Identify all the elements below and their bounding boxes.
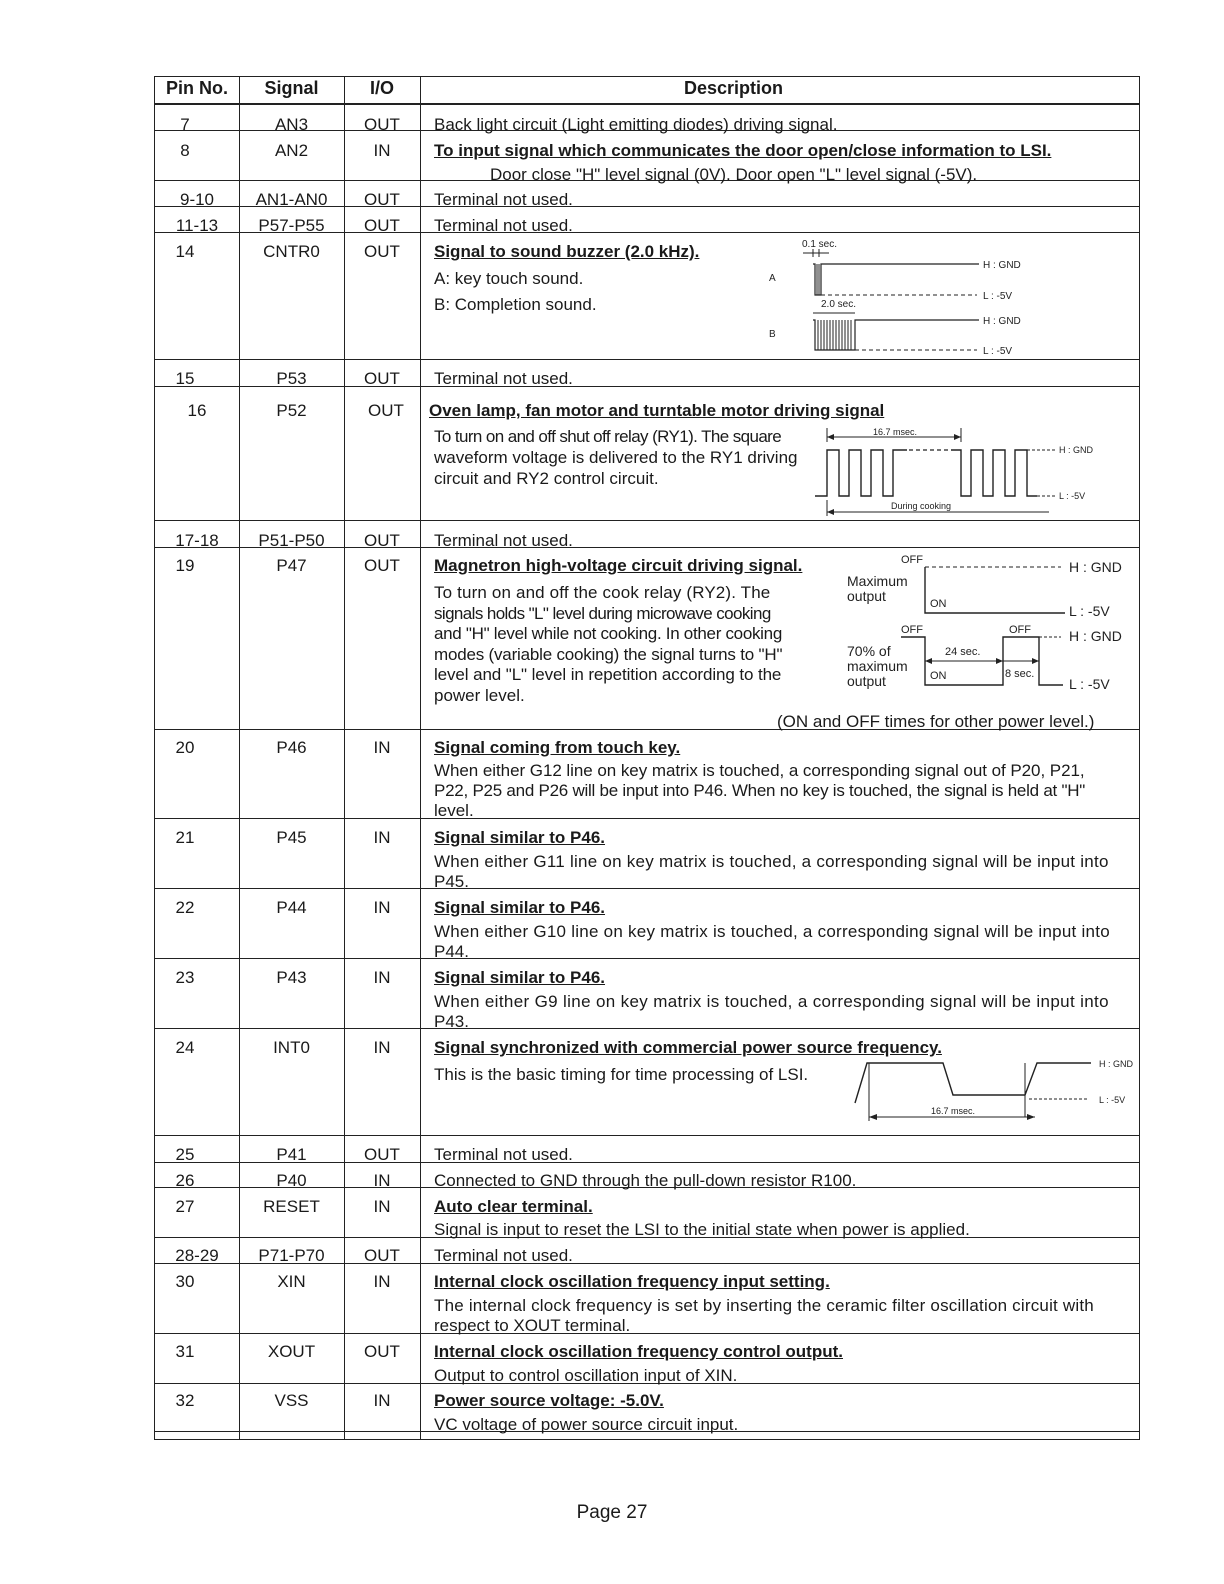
description-text: Terminal not used. bbox=[434, 190, 573, 209]
signal-cell: XIN bbox=[277, 1272, 306, 1291]
description-title: Signal to sound buzzer (2.0 kHz). bbox=[434, 242, 700, 261]
row-divider bbox=[155, 1135, 1139, 1136]
low-level-label: L : -5V bbox=[1069, 603, 1110, 619]
low-level-label: L : -5V bbox=[983, 291, 1013, 302]
pin-cell: 21 bbox=[175, 828, 195, 847]
pin-description-table bbox=[154, 76, 1140, 1440]
period-label: 16.7 msec. bbox=[931, 1106, 976, 1116]
off-label: OFF bbox=[1009, 624, 1031, 636]
description-text: modes (variable cooking) the signal turns to "H" bbox=[434, 645, 783, 664]
pin-cell: 7 bbox=[180, 115, 190, 134]
timing-label: 0.1 sec. bbox=[802, 239, 838, 250]
description-text: A: key touch sound. bbox=[434, 269, 584, 288]
io-cell: OUT bbox=[364, 115, 400, 134]
io-cell: IN bbox=[373, 968, 391, 987]
signal-cell: RESET bbox=[263, 1197, 320, 1216]
signal-cell: P41 bbox=[276, 1145, 307, 1164]
io-cell: IN bbox=[373, 1197, 391, 1216]
description-text: When either G11 line on key matrix is touched, a corresponding signal will be input into bbox=[434, 852, 1109, 871]
column-divider bbox=[420, 77, 421, 1439]
description-title: Internal clock oscillation frequency control output. bbox=[434, 1342, 843, 1361]
io-cell: OUT bbox=[364, 216, 400, 235]
description-text: level. bbox=[434, 801, 474, 820]
pin-cell: 23 bbox=[175, 968, 195, 987]
signal-cell: P43 bbox=[276, 968, 307, 987]
header-divider bbox=[155, 103, 1139, 105]
description-text: Terminal not used. bbox=[434, 1145, 573, 1164]
description-text: To turn on and off the cook relay (RY2). The bbox=[434, 583, 771, 602]
description-text: waveform voltage is delivered to the RY1 driving bbox=[434, 448, 798, 467]
signal-cell: CNTR0 bbox=[263, 242, 320, 261]
row-divider bbox=[155, 1333, 1139, 1334]
high-level-label: H : GND bbox=[983, 316, 1021, 327]
description-text: Back light circuit (Light emitting diodes) driving signal. bbox=[434, 115, 838, 134]
buzzer-waveform-diagram bbox=[755, 235, 1025, 359]
page-number: Page 27 bbox=[576, 1502, 648, 1523]
io-cell: IN bbox=[373, 141, 391, 160]
seventy-percent-label: 70% of bbox=[847, 643, 891, 659]
description-text: This is the basic timing for time processing of LSI. bbox=[434, 1065, 809, 1084]
io-cell: OUT bbox=[364, 1246, 400, 1265]
signal-cell: AN3 bbox=[274, 115, 309, 134]
description-text: P43. bbox=[434, 1012, 469, 1031]
io-cell: OUT bbox=[364, 190, 400, 209]
waveform-b-label: B bbox=[769, 329, 776, 340]
io-cell: IN bbox=[373, 738, 391, 757]
seventy-percent-label: output bbox=[847, 673, 886, 689]
io-cell: OUT bbox=[364, 1342, 400, 1361]
description-text: B: Completion sound. bbox=[434, 295, 597, 314]
description-title: Signal similar to P46. bbox=[434, 828, 606, 847]
description-text: Terminal not used. bbox=[434, 216, 573, 235]
signal-cell: AN2 bbox=[274, 141, 309, 160]
description-text: Connected to GND through the pull-down resistor R100. bbox=[434, 1171, 857, 1190]
header-description: Description bbox=[683, 78, 784, 98]
signal-cell: P71-P70 bbox=[258, 1246, 325, 1265]
io-cell: OUT bbox=[364, 242, 400, 261]
high-level-label: H : GND bbox=[1099, 1059, 1134, 1069]
io-cell: IN bbox=[373, 1171, 391, 1190]
description-text: level and "L" level in repetition according to the bbox=[434, 665, 782, 684]
waveform-a-label: A bbox=[769, 273, 776, 284]
seventy-percent-label: maximum bbox=[847, 658, 908, 674]
pin-cell: 20 bbox=[175, 738, 195, 757]
description-title: Signal similar to P46. bbox=[434, 898, 606, 917]
timing-label: 8 sec. bbox=[1005, 668, 1035, 680]
signal-cell: AN1-AN0 bbox=[255, 190, 328, 209]
during-cooking-label: During cooking bbox=[891, 501, 952, 511]
description-title: Magnetron high-voltage circuit driving signal. bbox=[434, 556, 803, 575]
low-level-label: L : -5V bbox=[1069, 676, 1110, 692]
io-cell: IN bbox=[373, 1272, 391, 1291]
timing-label: 24 sec. bbox=[945, 646, 981, 658]
row-divider bbox=[155, 888, 1139, 889]
pin-cell: 31 bbox=[175, 1342, 195, 1361]
pin-cell: 22 bbox=[175, 898, 195, 917]
description-text: The internal clock frequency is set by inserting the ceramic filter oscillation circuit with bbox=[434, 1296, 1094, 1315]
signal-cell: P51-P50 bbox=[258, 531, 325, 550]
description-text: respect to XOUT terminal. bbox=[434, 1316, 631, 1335]
signal-cell: P40 bbox=[276, 1171, 307, 1190]
row-divider bbox=[155, 359, 1139, 360]
column-divider bbox=[239, 77, 240, 1439]
pin-cell: 19 bbox=[175, 556, 195, 575]
relay-waveform-diagram bbox=[811, 422, 1111, 518]
description-text: Terminal not used. bbox=[434, 531, 573, 550]
maximum-output-label: Maximum bbox=[847, 573, 908, 589]
pin-cell: 26 bbox=[175, 1171, 195, 1190]
pin-cell: 24 bbox=[175, 1038, 195, 1057]
description-text: When either G9 line on key matrix is touched, a corresponding signal will be input into bbox=[434, 992, 1109, 1011]
io-cell: IN bbox=[373, 898, 391, 917]
pin-cell: 15 bbox=[175, 369, 195, 388]
row-divider bbox=[155, 958, 1139, 959]
description-text: Terminal not used. bbox=[434, 1246, 573, 1265]
magnetron-waveform-diagram bbox=[841, 553, 1137, 693]
io-cell: OUT bbox=[364, 531, 400, 550]
on-label: ON bbox=[930, 598, 947, 610]
io-cell: OUT bbox=[364, 556, 400, 575]
signal-cell: P52 bbox=[276, 401, 307, 420]
on-label: ON bbox=[930, 670, 947, 682]
pin-cell: 25 bbox=[175, 1145, 195, 1164]
signal-cell: P47 bbox=[276, 556, 307, 575]
high-level-label: H : GND bbox=[983, 260, 1021, 271]
pin-cell: 8 bbox=[180, 141, 190, 160]
pin-cell: 9-10 bbox=[179, 190, 215, 209]
high-level-label: H : GND bbox=[1069, 559, 1122, 575]
signal-cell: P57-P55 bbox=[258, 216, 325, 235]
high-level-label: H : GND bbox=[1059, 445, 1094, 455]
io-cell: OUT bbox=[364, 1145, 400, 1164]
off-label: OFF bbox=[901, 624, 923, 636]
signal-cell: P46 bbox=[276, 738, 307, 757]
signal-cell: P45 bbox=[276, 828, 307, 847]
description-text: P44. bbox=[434, 942, 469, 961]
row-divider bbox=[155, 520, 1139, 521]
row-divider bbox=[155, 818, 1139, 819]
description-text: Output to control oscillation input of XIN. bbox=[434, 1366, 738, 1385]
description-title: Auto clear terminal. bbox=[434, 1197, 593, 1216]
timing-label: 2.0 sec. bbox=[821, 299, 857, 310]
description-text: P22, P25 and P26 will be input into P46. When no key is touched, the signal is held at "H" bbox=[434, 781, 1086, 800]
description-text: Signal is input to reset the LSI to the initial state when power is applied. bbox=[434, 1220, 970, 1239]
signal-cell: P53 bbox=[276, 369, 307, 388]
description-text: circuit and RY2 control circuit. bbox=[434, 469, 659, 488]
io-cell: IN bbox=[373, 828, 391, 847]
description-title: Internal clock oscillation frequency input setting. bbox=[434, 1272, 830, 1291]
io-cell: IN bbox=[373, 1038, 391, 1057]
description-text: signals holds "L" level during microwave cooking bbox=[434, 604, 771, 623]
high-level-label: H : GND bbox=[1069, 628, 1122, 644]
low-level-label: L : -5V bbox=[1059, 491, 1086, 501]
io-cell: OUT bbox=[364, 369, 400, 388]
description-text: power level. bbox=[434, 686, 525, 705]
row-divider bbox=[155, 1028, 1139, 1029]
period-label: 16.7 msec. bbox=[873, 427, 918, 437]
low-level-label: L : -5V bbox=[1099, 1095, 1126, 1105]
description-text: Door close "H" level signal (0V). Door open "L" level signal (-5V). bbox=[490, 165, 978, 184]
header-io: I/O bbox=[369, 78, 394, 98]
pin-cell: 11-13 bbox=[175, 216, 219, 235]
header-pin: Pin No. bbox=[166, 78, 228, 98]
pin-cell: 32 bbox=[175, 1391, 195, 1410]
sync-waveform-diagram bbox=[849, 1057, 1145, 1129]
signal-cell: P44 bbox=[276, 898, 307, 917]
description-title: To input signal which communicates the door open/close information to LSI. bbox=[434, 141, 1052, 160]
description-text: When either G12 line on key matrix is touched, a corresponding signal out of P20, P21, bbox=[434, 761, 1085, 780]
low-level-label: L : -5V bbox=[983, 346, 1013, 357]
header-signal: Signal bbox=[264, 78, 319, 98]
pin-cell: 17-18 bbox=[175, 531, 219, 550]
signal-cell: INT0 bbox=[273, 1038, 310, 1057]
pin-cell: 28-29 bbox=[175, 1246, 219, 1265]
description-title: Power source voltage: -5.0V. bbox=[434, 1391, 664, 1410]
signal-cell: XOUT bbox=[267, 1342, 316, 1361]
column-divider bbox=[344, 77, 345, 1439]
signal-cell: VSS bbox=[274, 1391, 309, 1410]
description-text: VC voltage of power source circuit input. bbox=[434, 1415, 739, 1434]
description-title: Signal similar to P46. bbox=[434, 968, 606, 987]
pin-cell: 16 bbox=[187, 401, 207, 420]
description-text: To turn on and off shut off relay (RY1). The square bbox=[434, 427, 782, 446]
io-cell: OUT bbox=[368, 401, 404, 420]
power-level-note: (ON and OFF times for other power level.) bbox=[777, 712, 1095, 731]
description-text: Terminal not used. bbox=[434, 369, 573, 388]
pin-cell: 27 bbox=[175, 1197, 195, 1216]
pin-cell: 30 bbox=[175, 1272, 195, 1291]
off-label: OFF bbox=[901, 554, 923, 566]
maximum-output-label: output bbox=[847, 588, 886, 604]
io-cell: IN bbox=[373, 1391, 391, 1410]
description-title: Signal coming from touch key. bbox=[434, 738, 681, 757]
description-title: Signal synchronized with commercial power source frequency. bbox=[434, 1038, 942, 1057]
description-text: and "H" level while not cooking. In other cooking bbox=[434, 624, 782, 643]
description-text: When either G10 line on key matrix is touched, a corresponding signal will be input into bbox=[434, 922, 1110, 941]
pin-cell: 14 bbox=[175, 242, 195, 261]
description-text: P45. bbox=[434, 872, 469, 891]
description-title: Oven lamp, fan motor and turntable motor driving signal bbox=[429, 401, 885, 420]
